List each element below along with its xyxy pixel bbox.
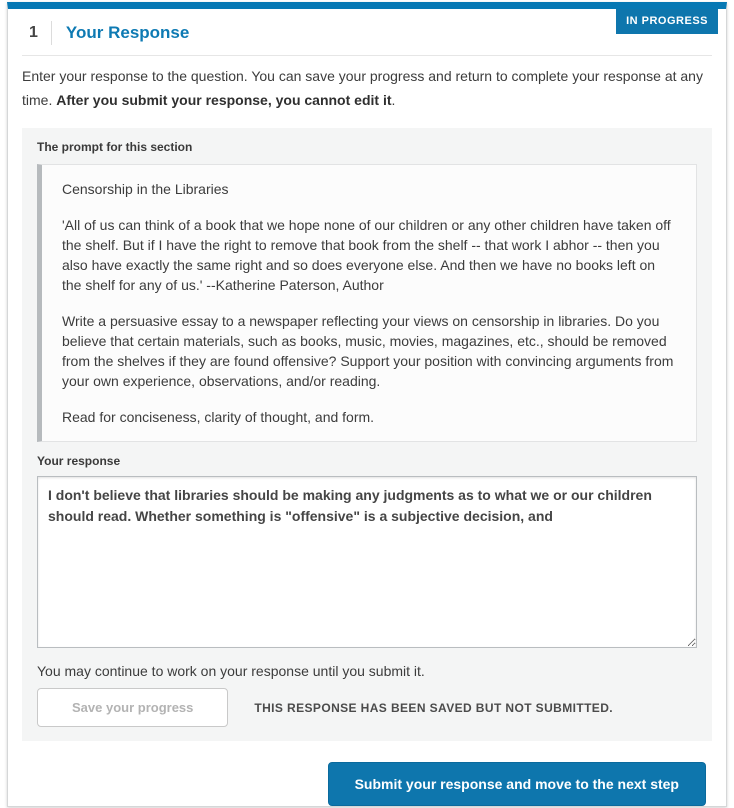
save-note: You may continue to work on your response until you submit it. (37, 663, 425, 679)
prompt-paragraph: Read for conciseness, clarity of thought, and form. (62, 409, 375, 425)
status-badge: IN PROGRESS (616, 9, 718, 34)
save-progress-button[interactable]: Save your progress (37, 688, 228, 727)
page-title: Your Response (65, 23, 190, 42)
instructions-bold: After you submit your response, you cannot edit it (56, 92, 392, 108)
response-textarea[interactable] (37, 476, 697, 648)
prompt-paragraph: 'All of us can think of a book that we hope none of our children or any other children have taken off the shelf. But if I have the right to remove that book from the shelf -- that work I abhor -- then you also have exactly the same right and so does everyone else. And then we have no books left on the shelf for any of us.' --Katherine Paterson, Author (62, 217, 671, 293)
submit-response-button[interactable]: Submit your response and move to the next step (328, 762, 706, 806)
step-number: 1 (29, 24, 38, 41)
submit-row (8, 741, 726, 806)
header-divider (51, 21, 52, 45)
instructions-text (8, 56, 726, 118)
response-step-card (7, 2, 727, 807)
save-row (37, 688, 697, 727)
prompt-paragraph: Censorship in the Libraries (62, 181, 229, 197)
response-label: Your response (37, 454, 121, 468)
prompt-paragraph: Write a persuasive essay to a newspaper reflecting your views on censorship in libraries. Do you believe that certain materials, such as books, music, movies, magazines, etc., should be removed from the shelves if they are found offensive? Support your position with convincing arguments from your own experience, observations, and/or reading. (62, 313, 674, 389)
prompt-label: The prompt for this section (37, 140, 193, 154)
response-panel (22, 128, 712, 741)
prompt-quote (37, 164, 697, 442)
instructions-normal: Enter your response to the question. You can save your progress and return to complete your response at any time. (22, 68, 703, 108)
save-status-message: THIS RESPONSE HAS BEEN SAVED BUT NOT SUBMITTED. (254, 700, 613, 715)
instructions-suffix: . (391, 92, 396, 108)
